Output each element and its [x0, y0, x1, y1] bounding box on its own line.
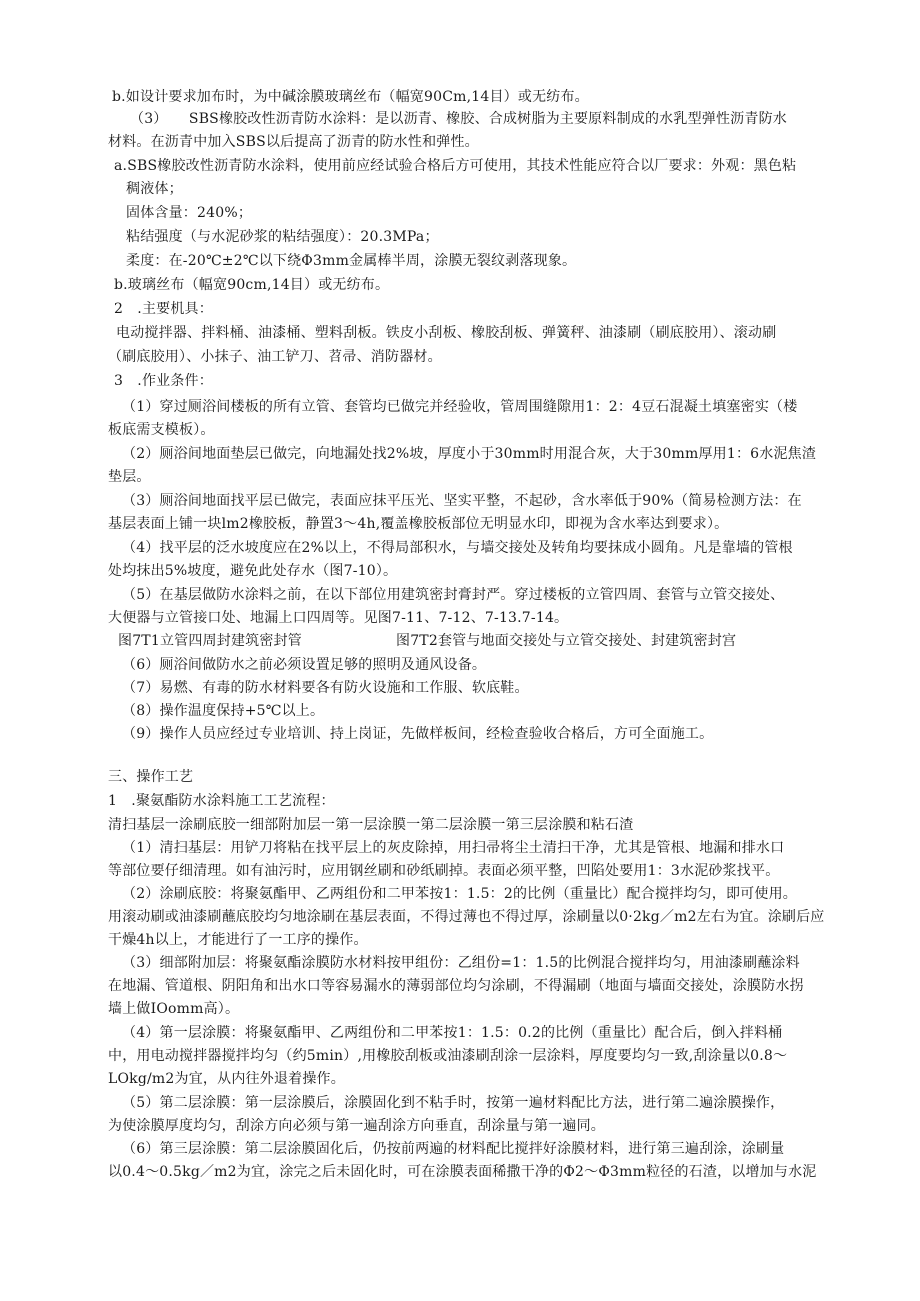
text-line: 固体含量：240%；: [126, 205, 253, 221]
text-line: （8）操作温度保持+5℃以上。: [122, 703, 325, 719]
text-line: 以0.4～0.5kg／m2为宜，涂完之后未固化时，可在涂膜表面稀撒干净的Φ2～Φ3mm粒径的石渣，以增加与水泥: [108, 1164, 817, 1180]
text-line: 干燥4h以上，才能进行了一工序的操作。: [108, 932, 368, 948]
text-line: （6）厕浴间做防水之前必须设置足够的照明及通风设备。: [122, 657, 487, 673]
text-line: 在地漏、管道根、阴阳角和出水口等容易漏水的薄弱部位均匀涂刷，不得漏刷（地面与墙面交接处，涂膜防水拐: [108, 978, 804, 994]
text-line: 柔度：在-20℃±2℃以下绕Φ3mm金属棒半周，涂膜无裂纹剥落现象。: [126, 253, 577, 269]
text-line: （5）第二层涂膜：第一层涂膜后，涂膜固化到不粘手时，按第一遍材料配比方法，进行第二遍涂膜操作，: [122, 1095, 785, 1111]
text-line: 稠液体；: [126, 181, 183, 197]
text-line: （3）厕浴间地面找平层已做完，表面应抹平压光、坚实平整，不起砂，含水率低于90%（简易检测方法：在: [122, 493, 802, 509]
text-line: （刷底胶用）、小抹子、油工铲刀、苕帚、消防器材。: [108, 349, 442, 365]
figure-caption: 图7T2套管与地面交接处与立管交接处、封建筑密封宫: [396, 633, 737, 649]
section-heading: 1 .聚氨酯防水涂料施工工艺流程：: [108, 793, 335, 809]
text-line: （9）操作人员应经过专业培训、持上岗证，先做样板间，经检查验收合格后，方可全面施工。: [122, 726, 714, 742]
text-line: b.如设计要求加布时，为中碱涂膜玻璃丝布（幅宽90Cm,14目）或无纺布。: [112, 89, 589, 105]
text-line: 处均抹出5%坡度，避免此处存水（图7-10）。: [108, 563, 398, 579]
text-line: 粘结强度（与水泥砂浆的粘结强度）：20.3MPa；: [126, 229, 439, 245]
text-line: 材料。在沥青中加入SBS以后提高了沥青的防水性和弹性。: [108, 134, 479, 150]
text-line: 清扫基层一涂刷底胶一细部附加层一第一层涂膜一第二层涂膜一第三层涂膜和粘石渣: [108, 817, 634, 833]
text-line: （7）易燃、有毒的防水材料要各有防火设施和工作服、软底鞋。: [122, 680, 529, 696]
text-line: LOkg/m2为宜，从内往外退着操作。: [108, 1071, 345, 1087]
text-line: 中，用电动搅拌器搅拌均匀（约5min）,用橡胶刮板或油漆刷刮涂一层涂料，厚度要均匀一致,刮涂量以0.8～: [108, 1048, 788, 1064]
text-line: （4）第一层涂膜：将聚氨酯甲、乙两组份和二甲苯按1：1.5：0.2的比例（重量比）配合后，倒入拌料桶: [122, 1025, 783, 1041]
text-line: 为使涂膜厚度均匀，刮涂方向必须与第一遍刮涂方向垂直，刮涂量与第一遍同。: [108, 1118, 605, 1134]
text-line: （5）在基层做防水涂料之前，在以下部位用建筑密封膏封严。穿过楼板的立管四周、套管与立管交接处、: [122, 587, 785, 603]
text-line: b.玻璃丝布（幅宽90cm,14目）或无纺布。: [114, 277, 390, 293]
text-line: （2）厕浴间地面垫层已做完，向地漏处找2%坡，厚度小于30mm时用混合灰，大于30mm厚用1：6水泥焦渣: [122, 446, 817, 462]
text-line: 板底需支模板）。: [108, 422, 215, 438]
text-line: （3）细部附加层：将聚氨酯涂膜防水材料按甲组份：乙组份=1：1.5的比例混合搅拌均匀，用油漆刷蘸涂料: [122, 955, 800, 971]
text-line: （6）第三层涂膜：第二层涂膜固化后，仍按前两遍的材料配比搅拌好涂膜材料，进行第三遍刮涂，涂刷量: [122, 1141, 785, 1157]
text-line: 电动搅拌器、拌料桶、油漆桶、塑料刮板。铁皮小刮板、橡胶刮板、弹簧秤、油漆刷（刷底胶用）、滚动刷: [116, 325, 777, 341]
text-line: 大便器与立管接口处、地漏上口四周等。见图7-11、7-12、7-13.7-14。: [108, 610, 569, 626]
text-line: a.SBS橡胶改性沥青防水涂料，使用前应经试验合格后方可使用，其技术性能应符合以厂要求：外观：黑色粘: [114, 158, 797, 174]
text-line: （2）涂刷底胶：将聚氨酯甲、乙两组份和二甲苯按1：1.5：2的比例（重量比）配合搅拌均匀，即可使用。: [122, 886, 797, 902]
text-line: 垫层。: [108, 469, 151, 485]
section-heading: 三、操作工艺: [108, 769, 194, 785]
text-line: 用滚动刷或油漆刷蘸底胶均匀地涂刷在基层表面，不得过薄也不得过厚，涂刷量以0·2kg／m2左右为宜。涂刷后应: [108, 909, 825, 925]
text-line: 基层表面上铺一块lm2橡胶板，静置3～4h,覆盖橡胶板部位无明显水印，即视为含水率达到要求）。: [108, 516, 729, 532]
text-line: （4）找平层的泛水坡度应在2%以上，不得局部积水，与墙交接处及转角均要抹成小圆角。凡是靠墙的管根: [122, 540, 793, 556]
figure-caption: 图7T1立管四周封建筑密封管: [118, 633, 302, 649]
text-line: （1）穿过厕浴间楼板的所有立管、套管均已做完并经验收，管周围缝隙用1：2：4豆石混凝土填塞密实（楼: [122, 399, 798, 415]
section-heading: 3 .作业条件：: [114, 373, 213, 389]
text-line: 墙上做IOomm高）。: [108, 1001, 240, 1017]
text-line: （1）清扫基层：用铲刀将粘在找平层上的灰皮除掉，用扫帚将尘土清扫干净，尤其是管根、地漏和排水口: [122, 840, 785, 856]
text-line: （3） SBS橡胶改性沥青防水涂料：是以沥青、橡胶、合成树脂为主要原料制成的水乳型弹性沥青防水: [130, 111, 787, 127]
text-line: 等部位要仔细清理。如有油污时，应用钢丝刷和砂纸刷掉。表面必须平整，凹陷处要用1：3水泥砂浆找平。: [108, 863, 780, 879]
section-heading: 2 .主要机具：: [114, 301, 213, 317]
